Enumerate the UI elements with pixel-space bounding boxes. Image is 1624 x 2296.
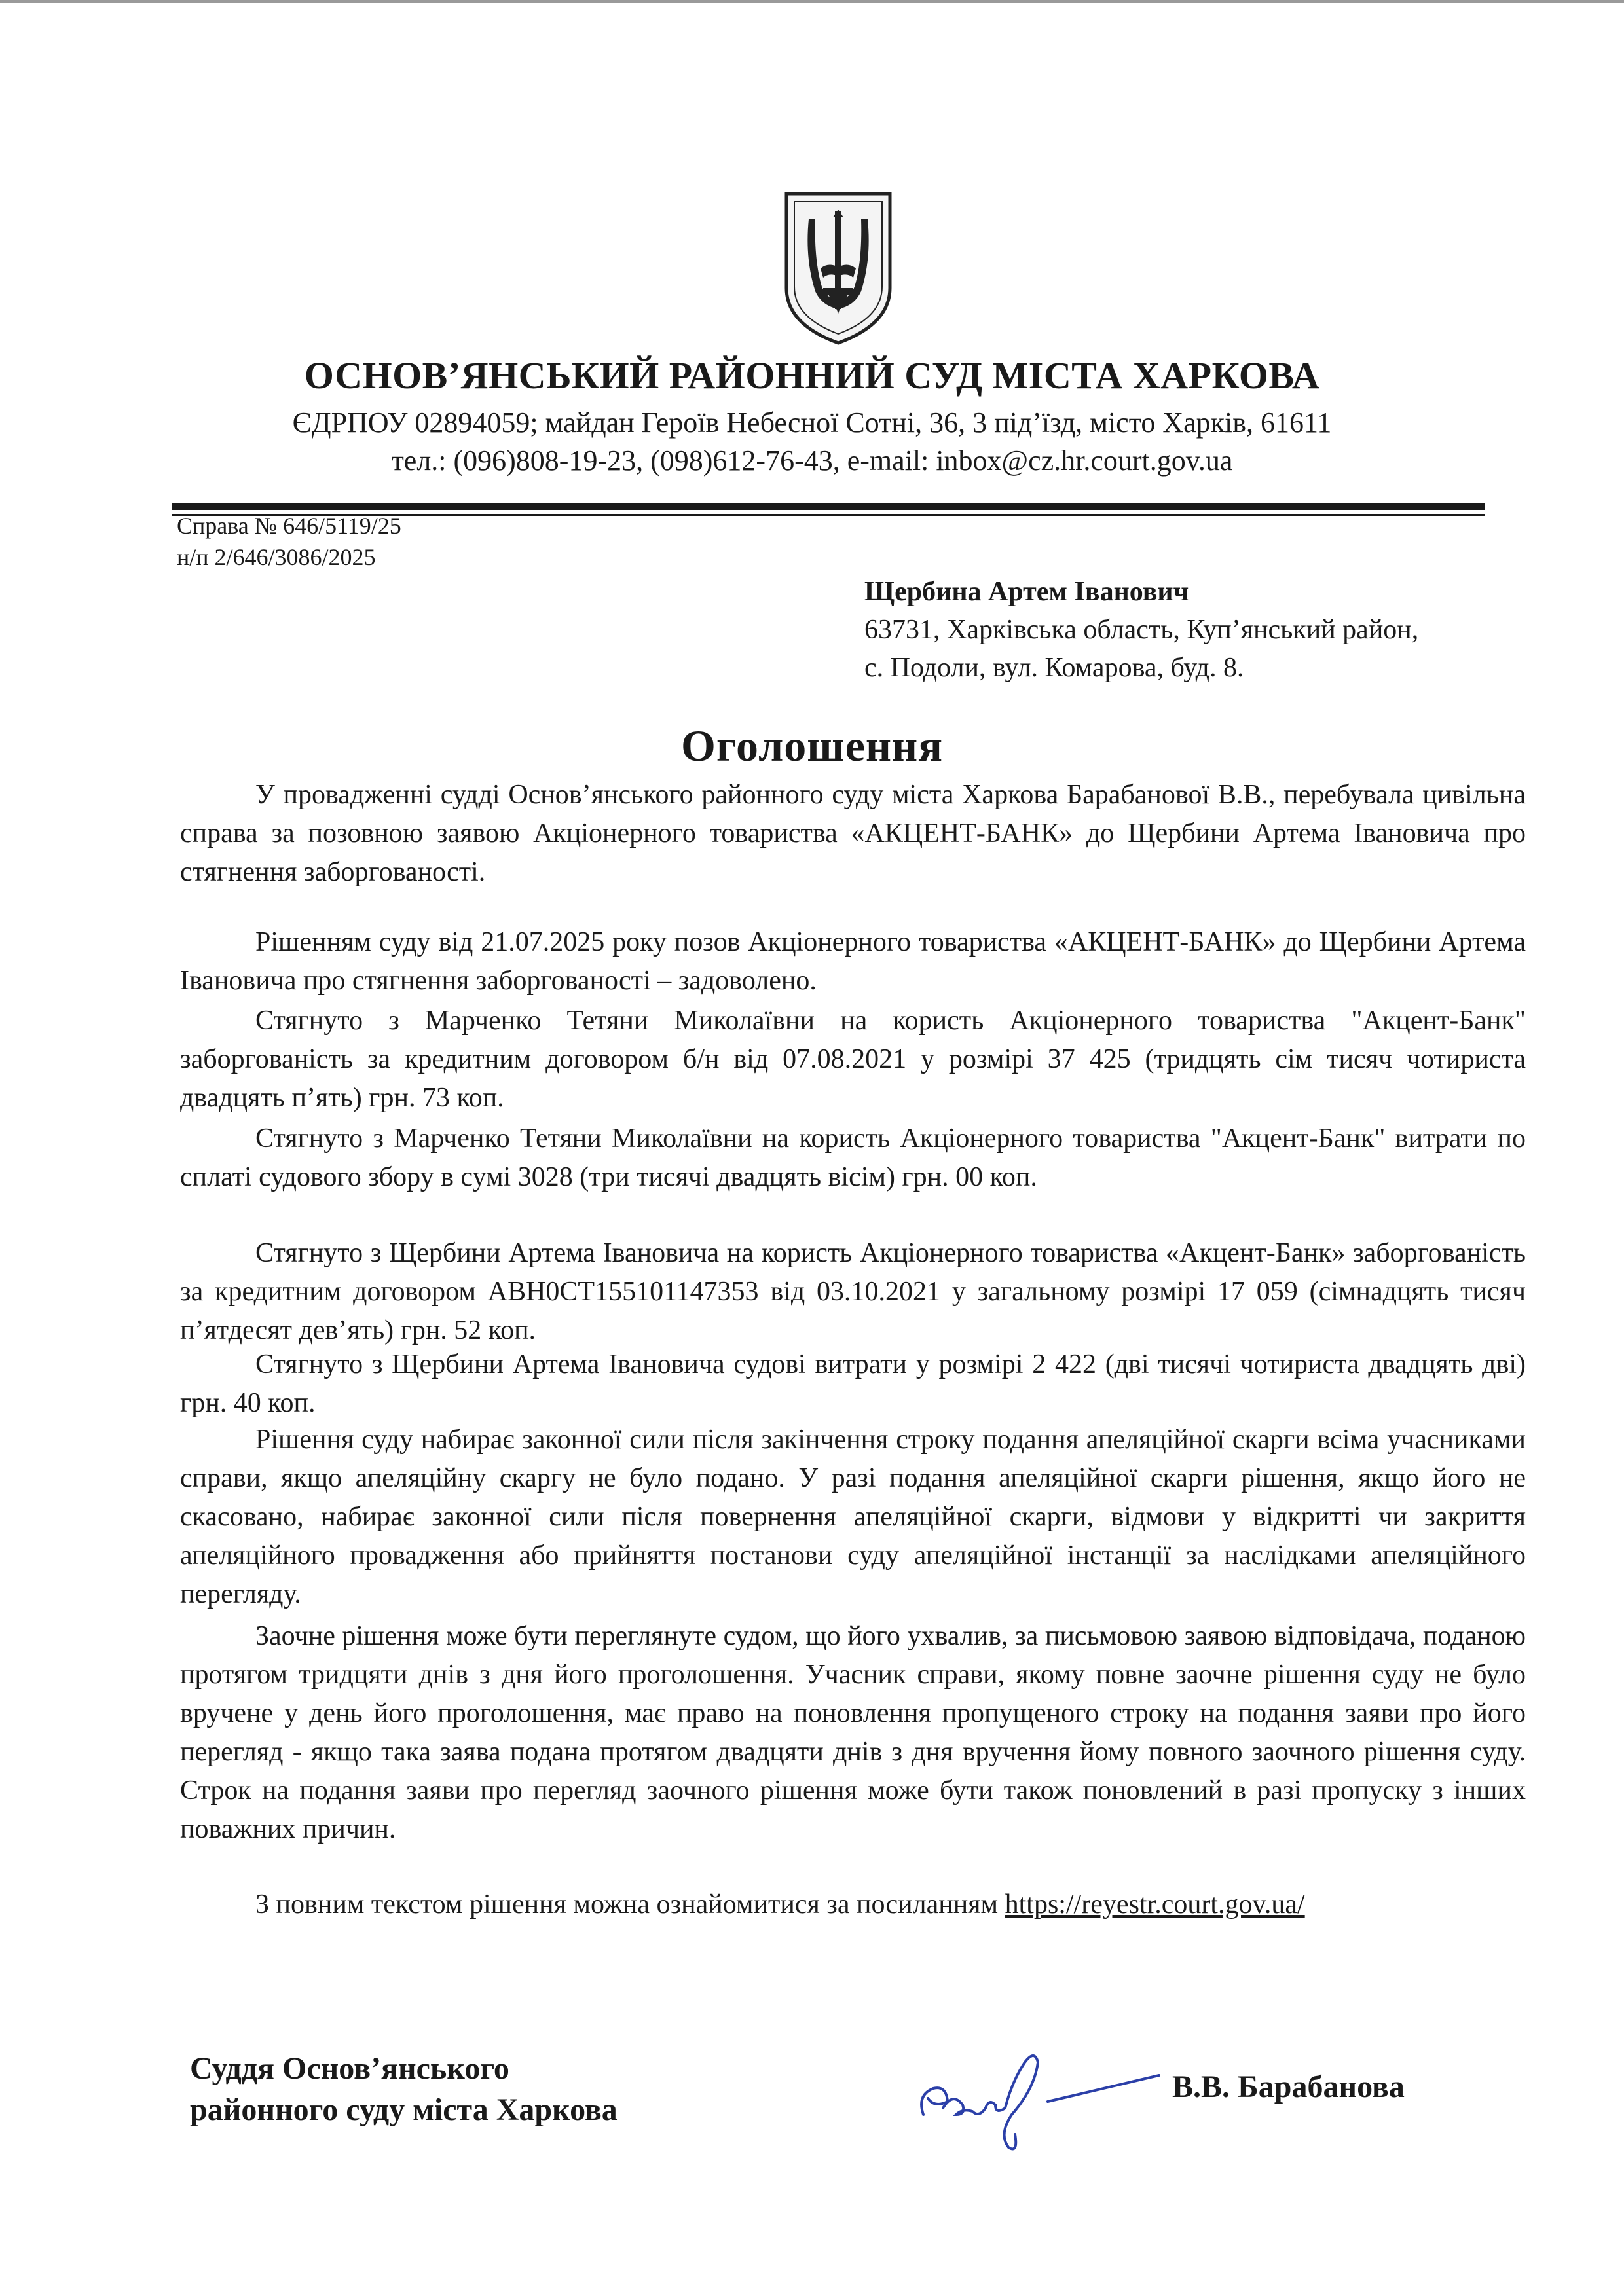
signer-name: В.В. Барабанова [1172, 2069, 1405, 2104]
court-name: ОСНОВ’ЯНСЬКИЙ РАЙОННИЙ СУД МІСТА ХАРКОВА [304, 354, 1320, 397]
scan-top-edge [0, 0, 1624, 3]
registry-link[interactable]: https://reyestr.court.gov.ua/ [1005, 1889, 1305, 1920]
addressee-address-line-1: 63731, Харківська область, Куп’янський район, [864, 615, 1419, 645]
coat-of-arms-icon [783, 190, 894, 347]
paragraph-legal-force: Рішення суду набирає законної сили після закінчення строку подання апеляційної скарги всіма учасниками справи, якщо апеляційну скаргу не було подано. У разі подання апеляційної скарги рішення, якщо його не скасовано, набирає законної сили після повернення апеляційної скарги, відмови у відкритті чи закриття апеляційного провадження або прийняття постанови суду апеляційної інстанції за наслідками апеляційного перегляду. [180, 1425, 1526, 1609]
paragraph-intro: У провадженні судді Основ’янського районного суду міста Харкова Барабанової В.В., перебувала цивільна справа за позовною заявою Акціонерного товариства «АКЦЕНТ-БАНК» до Щербини Артема Івановича про стягнення заборгованості. [180, 780, 1526, 887]
case-number: Справа № 646/5119/25 [177, 513, 401, 539]
paragraph-full-text [180, 1886, 1526, 1924]
notice-title: Оголошення [680, 721, 944, 771]
header-divider-thick [172, 503, 1485, 510]
signer-title-line-2: районного суду міста Харкова [190, 2092, 618, 2127]
paragraph-recovery-2: Стягнуто з Марченко Тетяни Миколаївни на користь Акціонерного товариства "Акцент-Банк" витрати по сплаті судового збору в сумі 3028 (три тисячі двадцять вісім) грн. 00 коп. [180, 1123, 1526, 1192]
addressee-address-line-2: с. Подоли, вул. Комарова, буд. 8. [864, 653, 1244, 683]
paragraph-decision: Рішенням суду від 21.07.2025 року позов Акціонерного товариства «АКЦЕНТ-БАНК» до Щербини Артема Івановича про стягнення заборгованості – задоволено. [180, 927, 1526, 996]
full-text-label: З повним текстом рішення можна ознайомитися за посиланням [255, 1889, 999, 1920]
paragraph-recovery-1: Стягнуто з Марченко Тетяни Миколаївни на користь Акціонерного товариства "Акцент-Банк" заборгованість за кредитним договором б/н від 07.08.2021 у розмірі 37 425 (тридцять сім тисяч чотириста двадцять п’ять) грн. 73 коп. [180, 1006, 1526, 1113]
signer-title-line-1: Суддя Основ’янського [190, 2051, 509, 2086]
court-contacts: тел.: (096)808-19-23, (098)612-76-43, e-mail: inbox@cz.hr.court.gov.ua [391, 445, 1233, 477]
addressee-name: Щербина Артем Іванович [864, 577, 1189, 607]
paragraph-default-judgment: Заочне рішення може бути переглянуте судом, що його ухвалив, за письмовою заявою відповідача, поданою протягом тридцяти днів з дня його проголошення. Учасник справи, якому повне заочне рішення суду не було вручене у день його проголошення, має право на поновлення пропущеного строку на подання заяви про його перегляд - якщо така заява подана протягом двадцяти днів з дня вручення йому повного заочного рішення суду. Строк на подання заяви про перегляд заочного рішення може бути також поновлений в разі пропуску з інших поважних причин. [180, 1621, 1526, 1844]
court-registration-address: ЄДРПОУ 02894059; майдан Героїв Небесної Сотні, 36, 3 під’їзд, місто Харків, 61611 [292, 407, 1332, 439]
handwritten-signature [904, 2036, 1179, 2154]
proceeding-number: н/п 2/646/3086/2025 [177, 544, 376, 570]
paragraph-court-costs: Стягнуто з Щербини Артема Івановича судові витрати у розмірі 2 422 (дві тисячі чотириста двадцять дві) грн. 40 коп. [180, 1349, 1526, 1418]
paragraph-recovery-3: Стягнуто з Щербини Артема Івановича на користь Акціонерного товариства «Акцент-Банк» заборгованість за кредитним договором АВН0СТ155101147353 від 03.10.2021 у загальному розмірі 17 059 (сімнадцять тисяч п’ятдесят дев’ять) грн. 52 коп. [180, 1238, 1526, 1345]
